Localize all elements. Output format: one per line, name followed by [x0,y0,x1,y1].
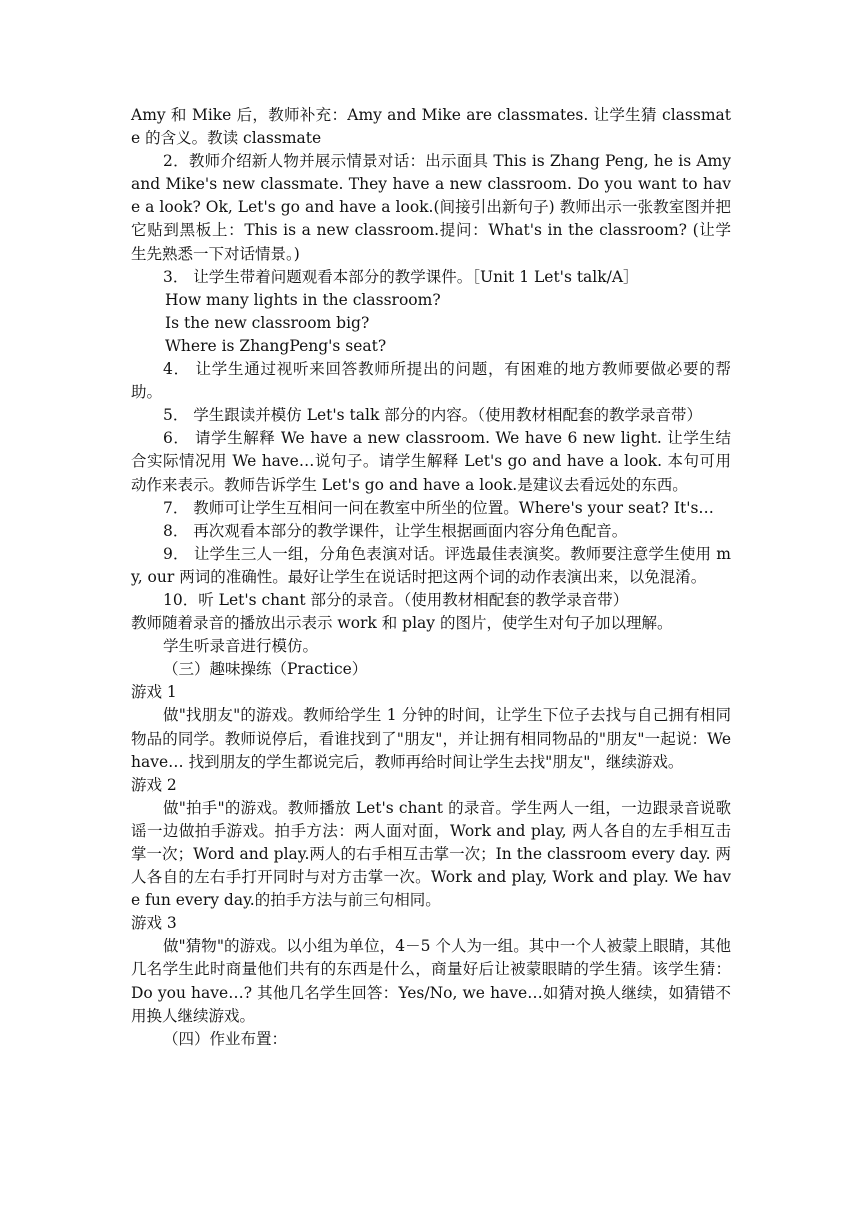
paragraph-work-play-pictures: 教师随着录音的播放出示表示 work 和 play 的图片，使学生对句子加以理解。 [131,614,673,633]
game-1-heading: 游戏 1 [131,683,177,702]
paragraph-step-3: 3． 让学生带着问题观看本部分的教学课件。［Unit 1 Let's talk/A］ [163,267,639,286]
question-classroom-big: Is the new classroom big? [165,313,370,332]
section-heading-practice: （三）趣味操练（Practice） [163,660,368,679]
paragraph-imitate: 学生听录音进行模仿。 [163,637,319,656]
paragraph-step-8: 8． 再次观看本部分的教学课件，让学生根据画面内容分角色配音。 [163,521,628,540]
game-3-description: 做"猜物"的游戏。以小组为单位，4－5 个人为一组。其中一个人被蒙上眼睛，其他几名学生此时商量他们共有的东西是什么，商量好后让被蒙眼睛的学生猜。该学生猜：Do you have…? 其他几名学生回答：Yes/No, we have…如猜对换人继续，如猜错不用换人继续游戏。 [131,937,731,1025]
game-2-heading: 游戏 2 [131,775,177,794]
paragraph-step-9: 9． 让学生三人一组，分角色表演对话。评选最佳表演奖。教师要注意学生使用 my, our 两词的准确性。最好让学生在说话时把这两个词的动作表演出来，以免混淆。 [131,544,731,586]
paragraph-step-6: 6． 请学生解释 We have a new classroom. We have 6 new light. 让学生结合实际情况用 We have…说句子。请学生解释 Let's go and have a look. 本句可用动作来表示。教师告诉学生 Let's go and have a look.是建议去看远处的东西。 [131,429,731,494]
question-seat: Where is ZhangPeng's seat? [165,336,387,355]
section-heading-homework: （四）作业布置： [163,1029,288,1048]
game-2-description: 做"拍手"的游戏。教师播放 Let's chant 的录音。学生两人一组，一边跟录音说歌谣一边做拍手游戏。拍手方法：两人面对面，Work and play, 两人各自的左手相互击掌一次；Word and play.两人的右手相互击掌一次；In the classroom every day. 两人各自的左右手打开同时与对方击掌一次。Work and play, Work and play. We have fun every day.的拍手方法与前三句相同。 [131,798,731,910]
game-3-heading: 游戏 3 [131,914,177,933]
paragraph-step-4: 4． 让学生通过视听来回答教师所提出的问题，有困难的地方教师要做必要的帮助。 [131,360,731,402]
document-page [131,104,731,1051]
game-1-description: 做"找朋友"的游戏。教师给学生 1 分钟的时间，让学生下位子去找与自己拥有相同物品的同学。教师说停后，看谁找到了"朋友"，并让拥有相同物品的"朋友"一起说：We have… 找到朋友的学生都说完后，教师再给时间让学生去找"朋友"，继续游戏。 [131,706,731,771]
paragraph-step-2: 2．教师介绍新人物并展示情景对话：出示面具 This is Zhang Peng, he is Amy and Mike's new classmate. They have a new classroom. Do you want to have a look? Ok, Let's go and have a look.(间接引出新句子) 教师出示一张教室图并把它贴到黑板上：This is a new classroom.提问：What's in the classroom? (让学生先熟悉一下对话情景。) [131,152,731,263]
question-lights: How many lights in the classroom? [165,290,441,309]
paragraph-step-10: 10．听 Let's chant 部分的录音。（使用教材相配套的教学录音带） [163,590,629,609]
paragraph-step-5: 5． 学生跟读并模仿 Let's talk 部分的内容。（使用教材相配套的教学录音带） [163,406,703,425]
paragraph-step-7: 7． 教师可让学生互相问一问在教室中所坐的位置。Where's your seat? It's… [163,498,714,517]
paragraph-amy-mike-classmates: Amy 和 Mike 后，教师补充：Amy and Mike are classmates. 让学生猜 classmate 的含义。教读 classmate [131,106,731,148]
